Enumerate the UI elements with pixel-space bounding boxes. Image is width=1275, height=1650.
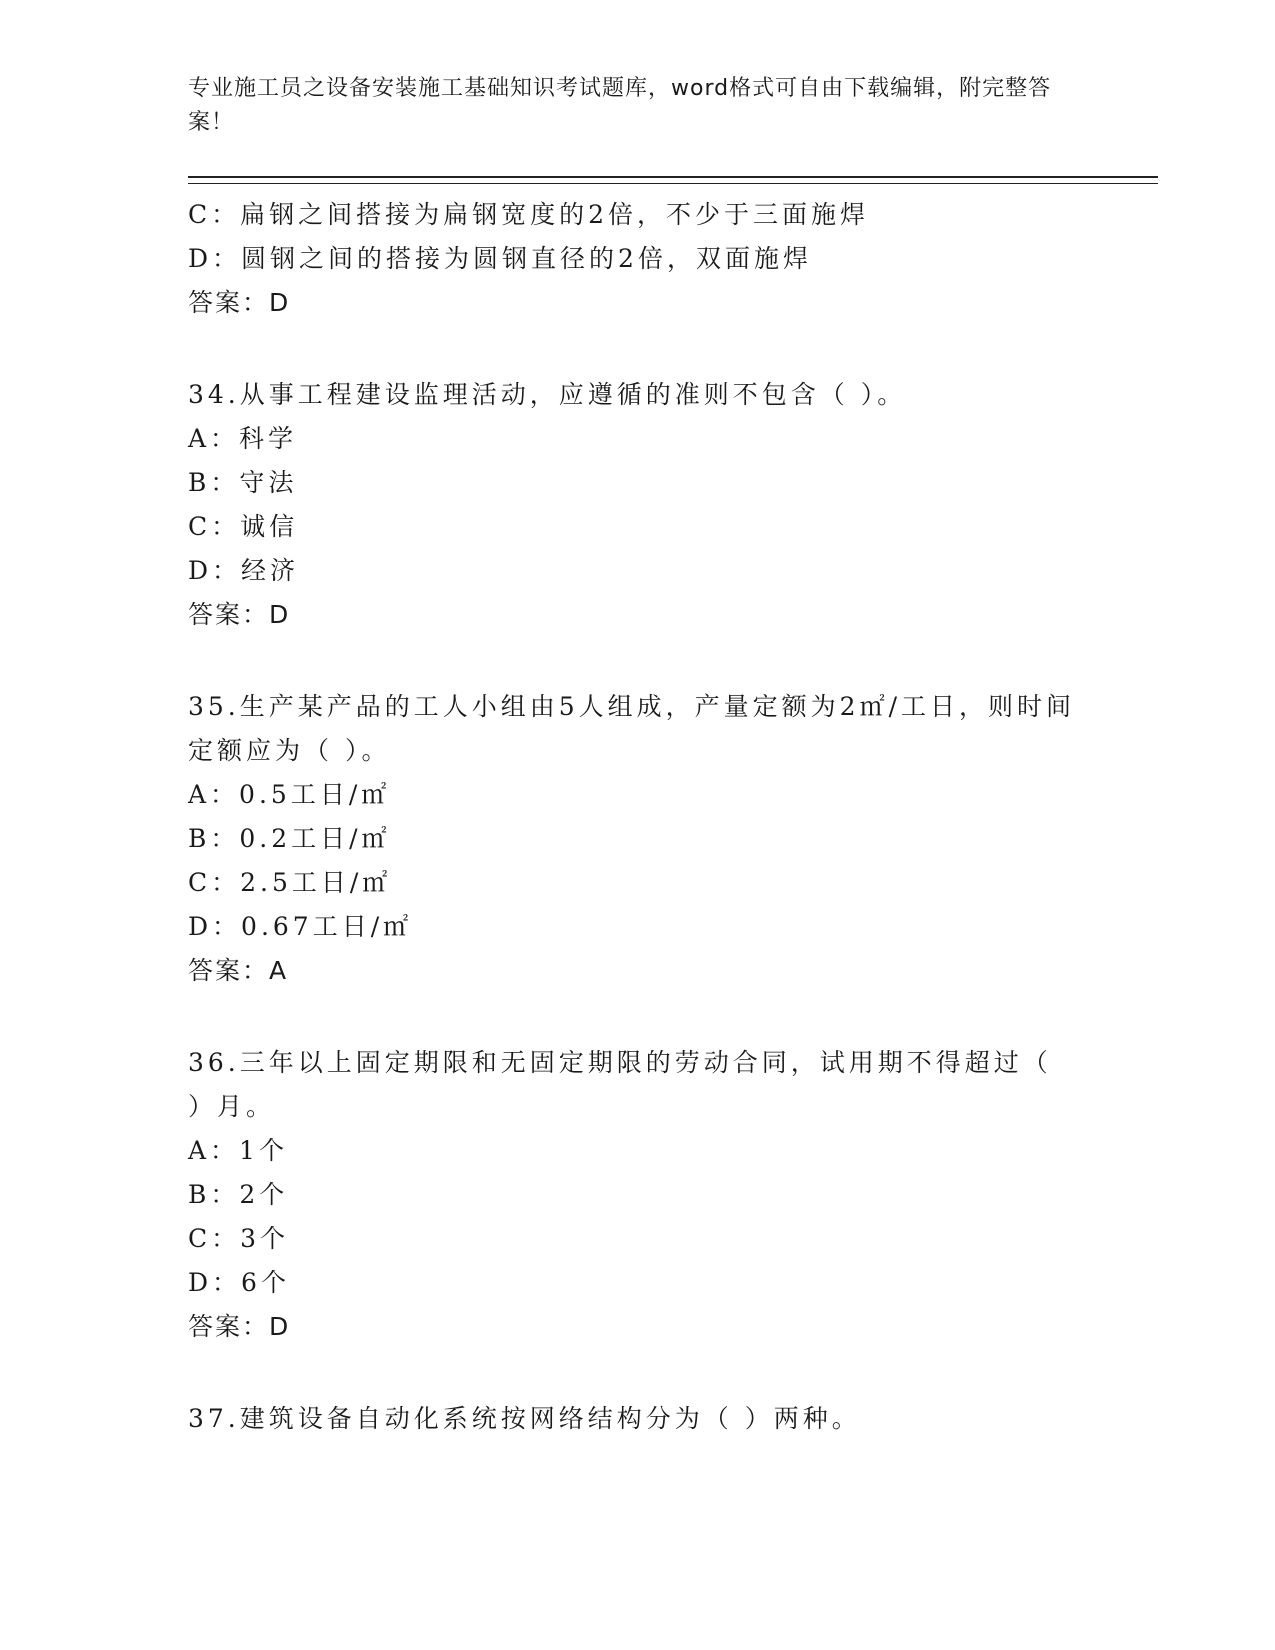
question-35-line1: 35.生产某产品的工人小组由5人组成，产量定额为2㎡/工日，则时间 (188, 692, 1075, 721)
option-a-q34: A：科学 (188, 424, 298, 453)
option-c-q36: C：3个 (188, 1224, 290, 1253)
header-rule-thin (188, 183, 1158, 184)
header-rule-thick (188, 176, 1158, 178)
question-34: 34.从事工程建设监理活动，应遵循的准则不包含（ ）。 (188, 380, 907, 409)
answer-q36: 答案：D (188, 1312, 291, 1341)
question-36-line2: ）月。 (188, 1092, 276, 1121)
option-c-q35: C：2.5工日/㎡ (188, 868, 392, 897)
option-d-q33: D：圆钢之间的搭接为圆钢直径的2倍，双面施焊 (188, 244, 812, 273)
answer-q35: 答案：A (188, 956, 289, 985)
option-a-q35: A：0.5工日/㎡ (188, 780, 391, 809)
option-b-q36: B：2个 (188, 1180, 289, 1209)
question-35-line2: 定额应为（ ）。 (188, 736, 391, 765)
question-37: 37.建筑设备自动化系统按网络结构分为（ ）两种。 (188, 1404, 861, 1433)
option-c-q33: C：扁钢之间搭接为扁钢宽度的2倍，不少于三面施焊 (188, 200, 870, 229)
answer-q33: 答案：D (188, 288, 291, 317)
option-a-q36: A：1个 (188, 1136, 288, 1165)
option-b-q34: B：守法 (188, 468, 298, 497)
option-c-q34: C：诚信 (188, 512, 299, 541)
option-d-q36: D：6个 (188, 1268, 290, 1297)
option-d-q35: D：0.67工日/㎡ (188, 912, 413, 941)
option-b-q35: B：0.2工日/㎡ (188, 824, 391, 853)
document-header: 专业施工员之设备安装施工基础知识考试题库，word格式可自由下载编辑，附完整答案！ (188, 76, 1052, 135)
question-36-line1: 36.三年以上固定期限和无固定期限的劳动合同，试用期不得超过（ (188, 1048, 1052, 1077)
option-d-q34: D：经济 (188, 556, 300, 585)
answer-q34: 答案：D (188, 600, 291, 629)
